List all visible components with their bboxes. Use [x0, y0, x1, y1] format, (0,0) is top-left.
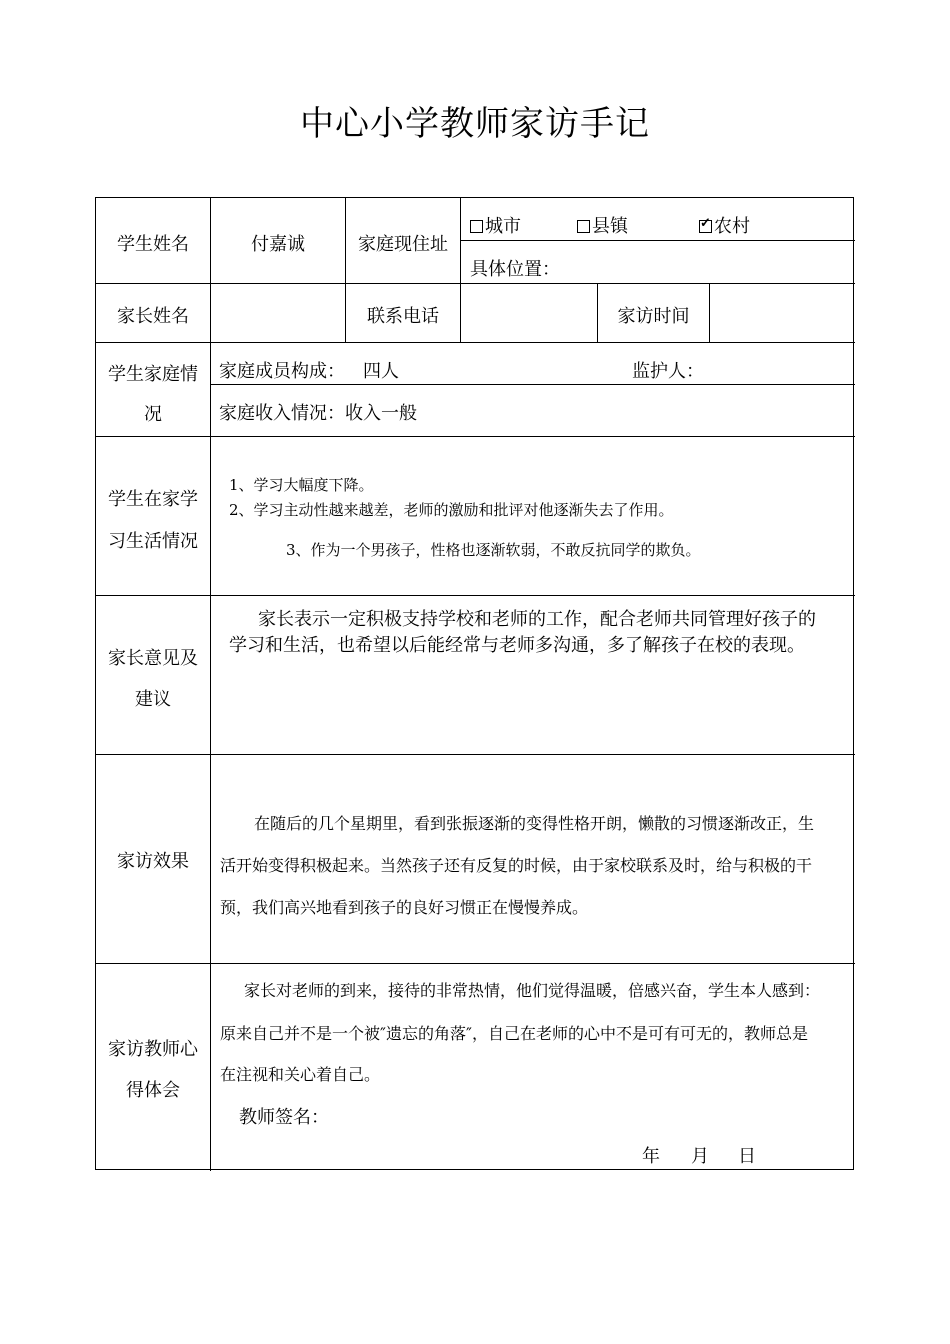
parent-opinion-line: 家长表示一定积极支持学校和老师的工作，配合老师共同管理好孩子的	[258, 609, 816, 630]
visit-time-label: 家访时间	[617, 306, 690, 327]
divider	[460, 198, 461, 342]
option-town-label: 县镇	[592, 216, 628, 237]
option-rural[interactable]	[699, 212, 750, 238]
parent-opinion-label-line2: 建议	[135, 689, 171, 710]
visit-effect-label: 家访效果	[117, 851, 189, 872]
reflection-line: 家长对老师的到来，接待的非常热情，他们觉得温暖，倍感兴奋，学生本人感到：	[244, 981, 821, 1000]
student-name-label: 学生姓名	[117, 234, 189, 255]
checkbox-rural-checked-icon[interactable]	[699, 220, 712, 233]
teacher-reflection-label-line2: 得体会	[126, 1080, 180, 1101]
date-day: 日	[738, 1146, 756, 1167]
family-members-label: 家庭成员构成：	[219, 361, 345, 382]
reflection-line: 原来自己并不是一个被″遗忘的角落″，自己在老师的心中不是可有可无的，教师总是	[220, 1024, 808, 1043]
guardian-label: 监护人：	[632, 361, 704, 382]
home-life-item: 3、作为一个男孩子，性格也逐渐软弱，不敢反抗同学的欺负。	[286, 541, 701, 559]
divider	[709, 283, 710, 342]
parent-name-label: 家长姓名	[117, 306, 189, 327]
visit-effect-line: 活开始变得积极起来。当然孩子还有反复的时候，由于家校联系及时，给与积极的干	[220, 856, 813, 875]
teacher-signature-label: 教师签名：	[239, 1107, 329, 1128]
home-life-label-line1: 学生在家学	[108, 489, 198, 510]
option-city-label: 城市	[485, 216, 521, 237]
visit-effect-line: 在随后的几个星期里，看到张振逐渐的变得性格开朗，懒散的习惯逐渐改正，生	[254, 814, 815, 833]
address-label: 家庭现住址	[358, 234, 448, 255]
divider	[210, 384, 855, 385]
parent-opinion-label-line1: 家长意见及	[108, 648, 198, 669]
checkbox-city-icon[interactable]	[470, 220, 483, 233]
checkbox-town-icon[interactable]	[577, 220, 590, 233]
teacher-reflection-label-line1: 家访教师心	[108, 1039, 198, 1060]
visit-effect-line: 预，我们高兴地看到孩子的良好习惯正在慢慢养成。	[220, 898, 589, 917]
visit-record-table	[95, 197, 854, 1170]
parent-opinion-line: 学习和生活，也希望以后能经常与老师多沟通，多了解孩子在校的表现。	[229, 635, 805, 656]
home-life-label-line2: 习生活情况	[108, 531, 198, 552]
date-month: 月	[691, 1146, 709, 1167]
option-rural-label: 农村	[714, 216, 750, 237]
divider	[460, 240, 855, 241]
option-city[interactable]	[470, 212, 521, 238]
home-life-item: 1、学习大幅度下降。	[229, 476, 374, 494]
divider	[210, 198, 211, 1171]
address-detail-label: 具体位置：	[470, 259, 560, 280]
reflection-line: 在注视和关心着自己。	[220, 1065, 381, 1084]
family-income: 家庭收入情况：收入一般	[219, 403, 417, 424]
family-situation-label-line2: 况	[144, 404, 162, 425]
family-situation-label-line1: 学生家庭情	[108, 364, 198, 385]
option-town[interactable]	[577, 212, 628, 238]
page-title: 中心小学教师家访手记	[300, 104, 650, 144]
student-name-value: 付嘉诚	[251, 234, 305, 255]
family-members-value: 四人	[363, 361, 399, 382]
phone-label: 联系电话	[367, 306, 439, 327]
date-year: 年	[642, 1146, 660, 1167]
home-life-item: 2、学习主动性越来越差，老师的激励和批评对他逐渐失去了作用。	[229, 501, 674, 519]
